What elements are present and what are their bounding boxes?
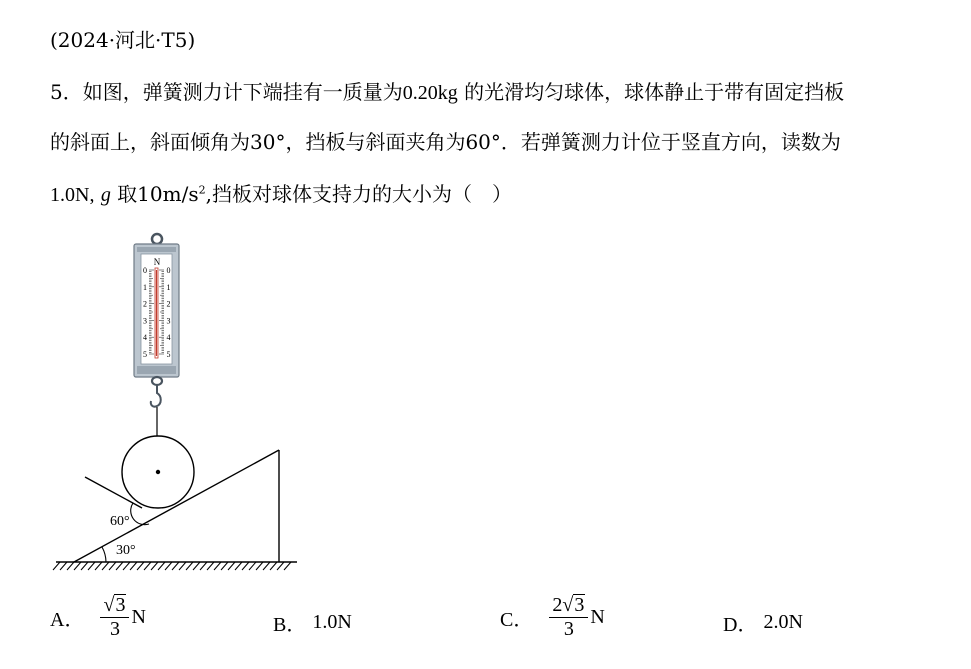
question-number: 5． (50, 80, 83, 104)
source-tag: (2024·河北·T5) (50, 28, 196, 52)
scale-bottom-ring (152, 377, 162, 385)
scale-tick-label-r: 4 (166, 333, 171, 343)
hatch-line (102, 562, 109, 570)
hatch-line (151, 562, 158, 570)
angle-label-30: 30° (116, 543, 136, 558)
hatch-line (165, 562, 172, 570)
hatch-line (60, 562, 67, 570)
scale-hook (151, 385, 161, 407)
hatch-line (74, 562, 81, 570)
question-line-2: 的斜面上，斜面倾角为30°，挡板与斜面夹角为60°．若弹簧测力计位于竖直方向，读数为 (50, 130, 841, 154)
option-d[interactable] (723, 608, 803, 637)
g-text: 取10m/s (110, 182, 199, 206)
ball-center (156, 470, 160, 474)
option-c-label: C． (500, 608, 534, 631)
scale-tick-label-l: 5 (143, 350, 147, 359)
angle-arc-30 (102, 547, 106, 562)
hatch-line (235, 562, 242, 570)
hatch-line (53, 562, 60, 570)
hatch-line (158, 562, 165, 570)
hatch-line (242, 562, 249, 570)
scale-tick-label-r: 5 (166, 350, 171, 359)
scale-tick-label-r: 0 (166, 266, 171, 275)
scale-cap-top (137, 247, 176, 252)
hatch-line (270, 562, 277, 570)
hatch-line (95, 562, 102, 570)
hatch-line (277, 562, 284, 570)
hatch-line (137, 562, 144, 570)
hatch-line (256, 562, 263, 570)
option-a-denominator: 3 (109, 618, 120, 640)
hatch-line (200, 562, 207, 570)
option-d-value: 2.0N (763, 611, 803, 633)
hatch-line (130, 562, 137, 570)
hatch-line (179, 562, 186, 570)
ground-hatching (53, 562, 291, 570)
option-d-label: D． (723, 614, 758, 636)
hatch-line (109, 562, 116, 570)
scale-tick-label-r: 3 (166, 316, 171, 326)
hatch-line (123, 562, 130, 570)
option-c-coef: 2 (552, 594, 563, 616)
question-text-3: ,挡板对球体支持力的大小为（ ） (205, 182, 512, 206)
hatch-line (214, 562, 221, 570)
hatch-line (263, 562, 270, 570)
option-c[interactable] (500, 594, 605, 640)
option-a-unit: N (131, 605, 146, 628)
hatch-line (249, 562, 256, 570)
scale-tick-label-l: 2 (143, 299, 147, 309)
question-text-1b: 的光滑均匀球体，球体静止于带有固定挡板 (457, 80, 845, 104)
option-c-radicand: 3 (574, 594, 585, 616)
hatch-line (207, 562, 214, 570)
scale-tick-label-l: 3 (143, 316, 147, 326)
scale-top-ring (152, 234, 162, 244)
option-c-fraction: 2 √ 3 3 (549, 594, 588, 640)
hatch-line (221, 562, 228, 570)
scale-cap-bottom (137, 366, 176, 374)
hatch-line (284, 562, 291, 570)
scale-tick-label-l: 4 (143, 333, 147, 343)
scale-tick-label-r: 1 (166, 282, 171, 292)
option-a-radicand: 3 (115, 594, 126, 616)
scale-unit: N (153, 257, 161, 267)
option-b-label: B． (273, 614, 307, 636)
hatch-line (186, 562, 193, 570)
hatch-line (88, 562, 95, 570)
option-b-value: 1.0N (312, 611, 352, 633)
option-c-unit: N (590, 605, 605, 628)
question-text-1a: 如图，弹簧测力计下端挂有一质量为 (82, 80, 403, 104)
hatch-line (228, 562, 235, 570)
hatch-line (172, 562, 179, 570)
g-exponent: 2 (198, 183, 206, 197)
scale-tick-label-r: 2 (166, 299, 171, 309)
hatch-line (116, 562, 123, 570)
hatch-line (81, 562, 88, 570)
option-a[interactable] (50, 594, 146, 640)
option-b[interactable] (273, 608, 352, 637)
scale-tick-label-l: 1 (143, 282, 147, 292)
option-a-label: A． (50, 608, 85, 631)
spring-scale (134, 234, 179, 407)
option-a-fraction: √ 3 3 (100, 594, 129, 640)
hatch-line (193, 562, 200, 570)
scale-tick-label-l: 0 (143, 266, 147, 275)
angle-label-60: 60° (110, 514, 130, 529)
hatch-line (144, 562, 151, 570)
hatch-line (67, 562, 74, 570)
option-c-denominator: 3 (563, 618, 574, 640)
mass-value: 0.20kg (402, 82, 458, 104)
reading-value: 1.0N, (50, 184, 95, 206)
g-symbol: g (100, 184, 111, 206)
